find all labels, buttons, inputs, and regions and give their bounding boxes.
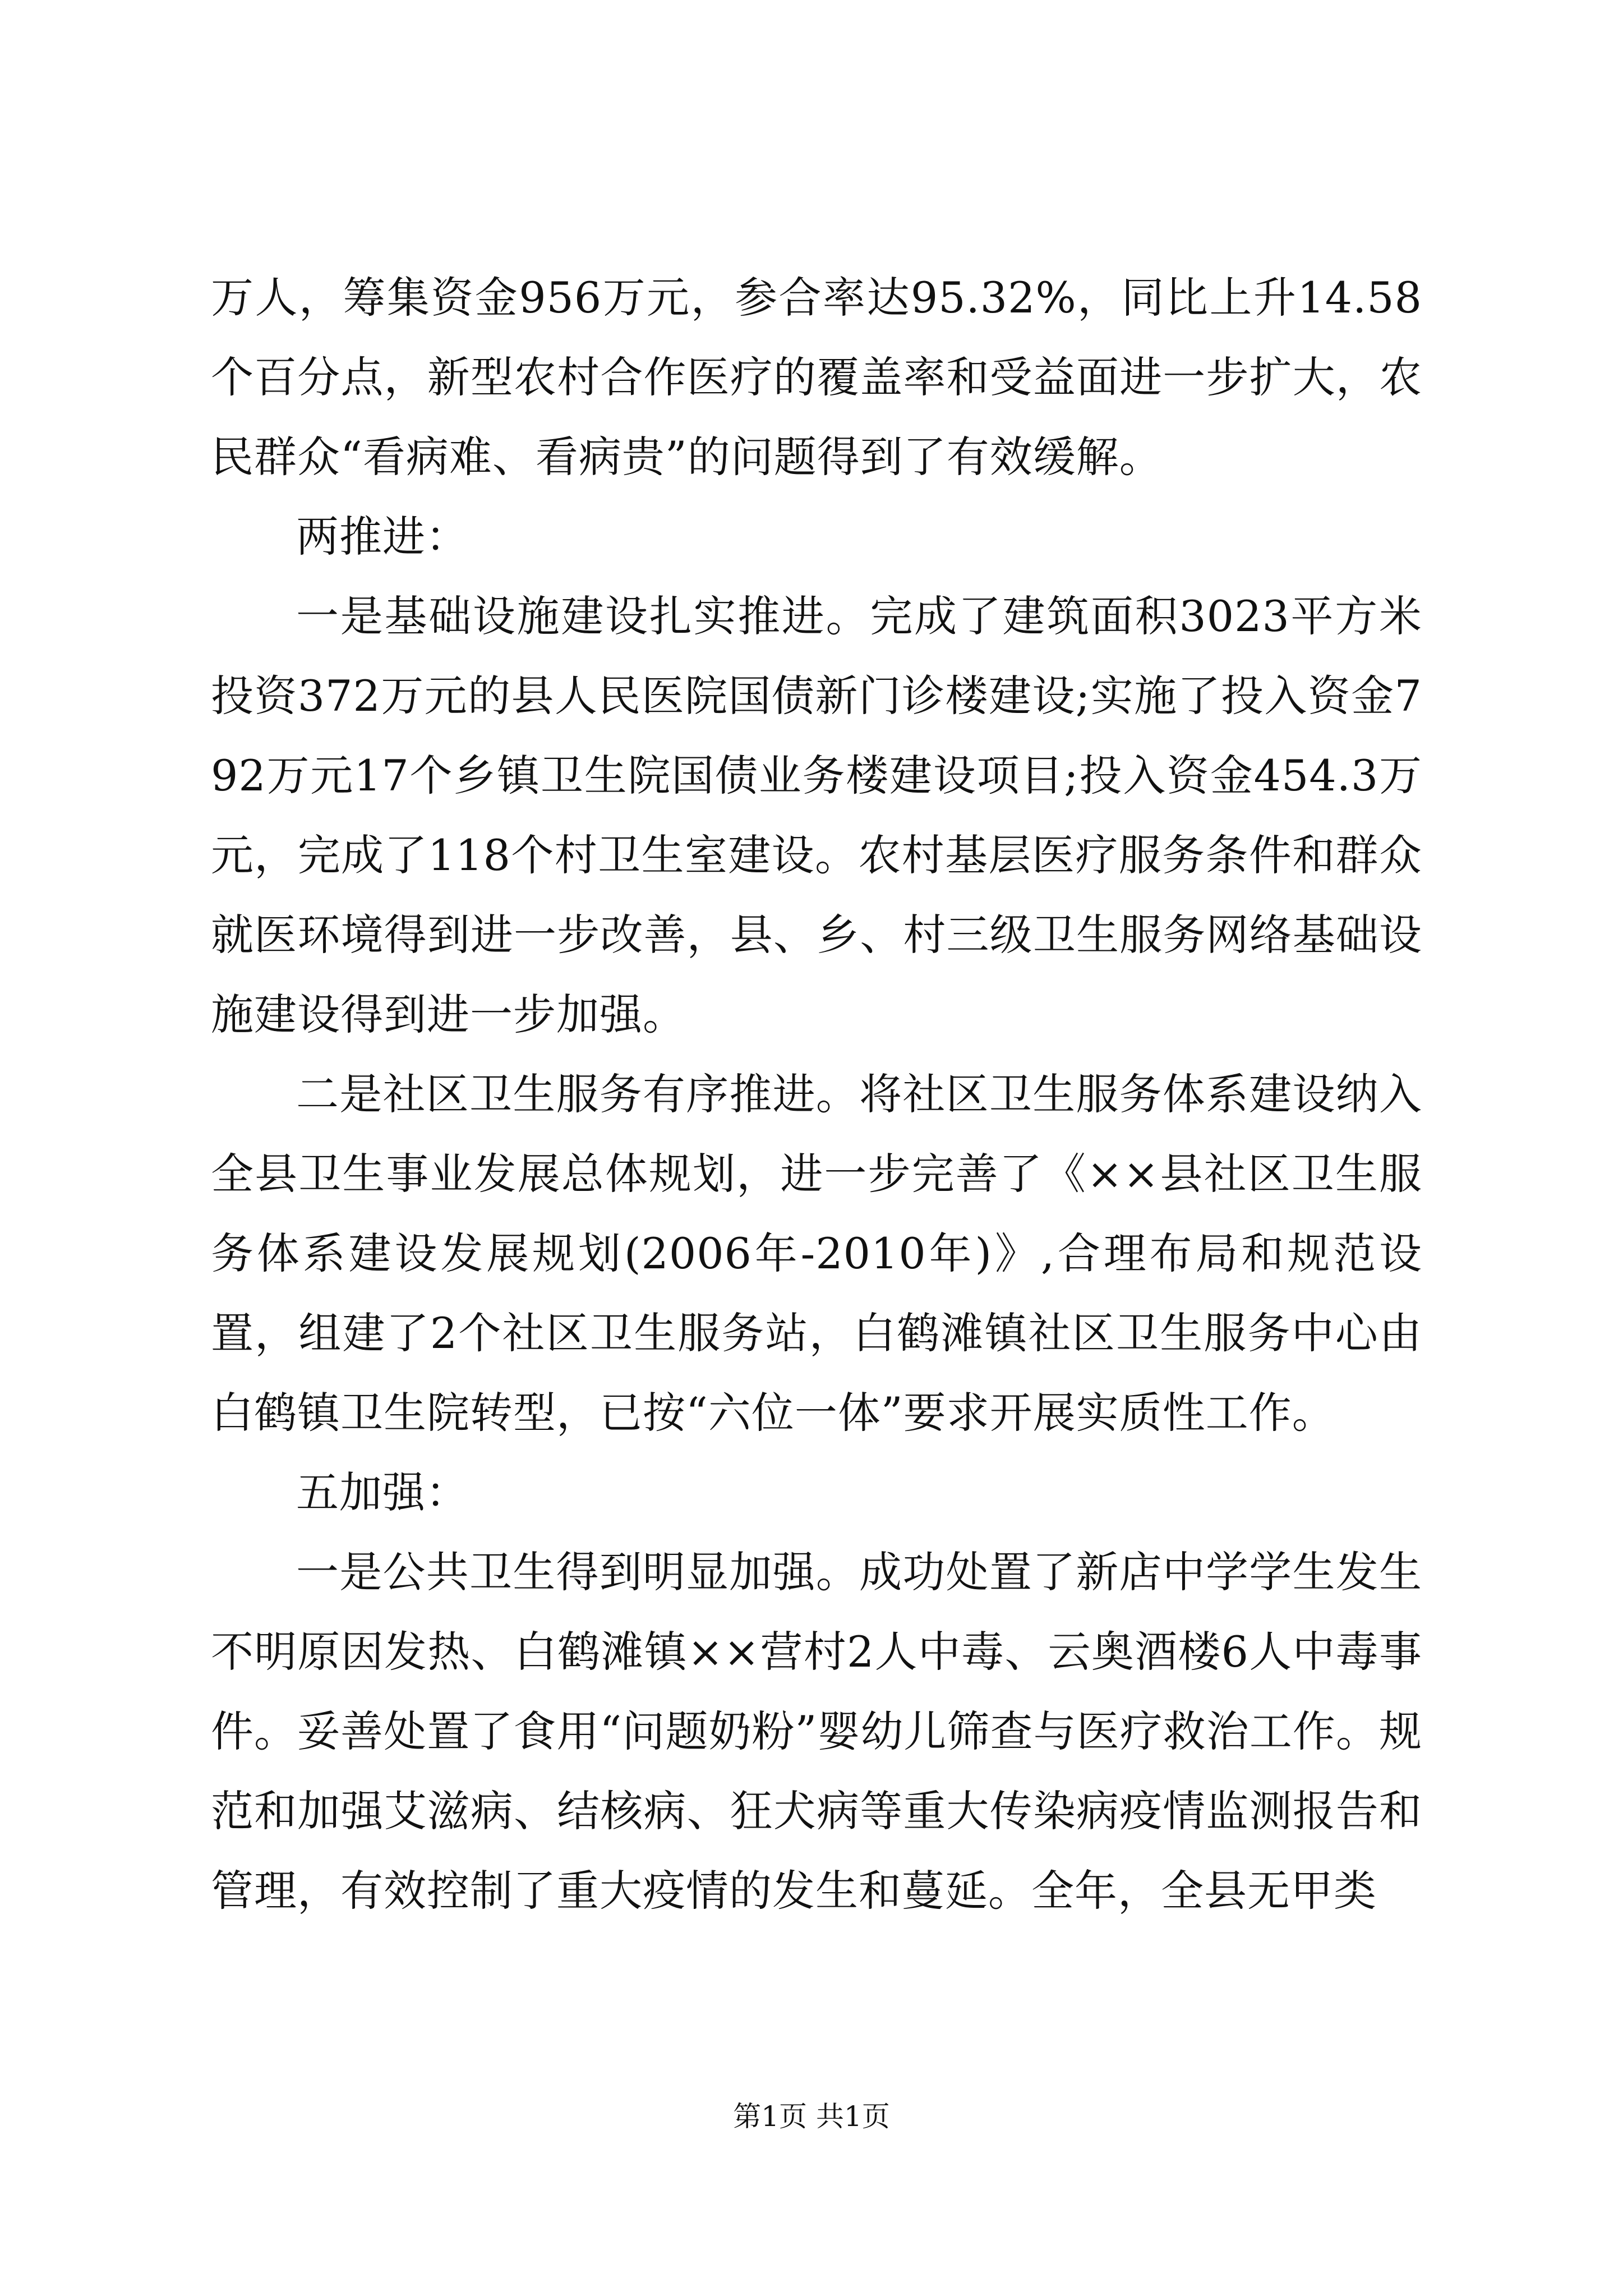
section-heading-five-strengthen: 五加强： [296,1467,469,1517]
paragraph-continuation: 万人，筹集资金956万元，参合率达95.32%，同比上升14.58个百分点，新型农村合作医疗的覆盖率和受益面进一步扩大，农民群众“看病难、看病贵”的问题得到了有效缓解。 [211,273,1422,482]
paragraph-public-health: 一是公共卫生得到明显加强。成功处置了新店中学学生发生不明原因发热、白鹤滩镇××营村2人中毒、云奥酒楼6人中毒事件。妥善处置了食用“问题奶粉”婴幼儿筛查与医疗救治工作。规范和加强艾滋病、结核病、狂犬病等重大传染病疫情监测报告和管理，有效控制了重大疫情的发生和蔓延。全年，全县无甲类 [211,1547,1422,1916]
paragraph-community-health: 二是社区卫生服务有序推进。将社区卫生服务体系建设纳入全县卫生事业发展总体规划，进一步完善了《××县社区卫生服务体系建设发展规划(2006年-2010年)》,合理布局和规范设置，组建了2个社区卫生服务站，白鹤滩镇社区卫生服务中心由白鹤镇卫生院转型，已按“六位一体”要求开展实质性工作。 [211,1069,1422,1438]
paragraph-infrastructure: 一是基础设施建设扎实推进。完成了建筑面积3023平方米投资372万元的县人民医院国债新门诊楼建设;实施了投入资金792万元17个乡镇卫生院国债业务楼建设项目;投入资金454.3万元，完成了118个村卫生室建设。农村基层医疗服务条件和群众就医环境得到进一步改善，县、乡、村三级卫生服务网络基础设施建设得到进一步加强。 [211,591,1422,1039]
section-heading-two-advances: 两推进： [296,512,469,562]
page-footer: 第1页 共1页 [733,2100,890,2133]
document-body [211,258,1422,1931]
